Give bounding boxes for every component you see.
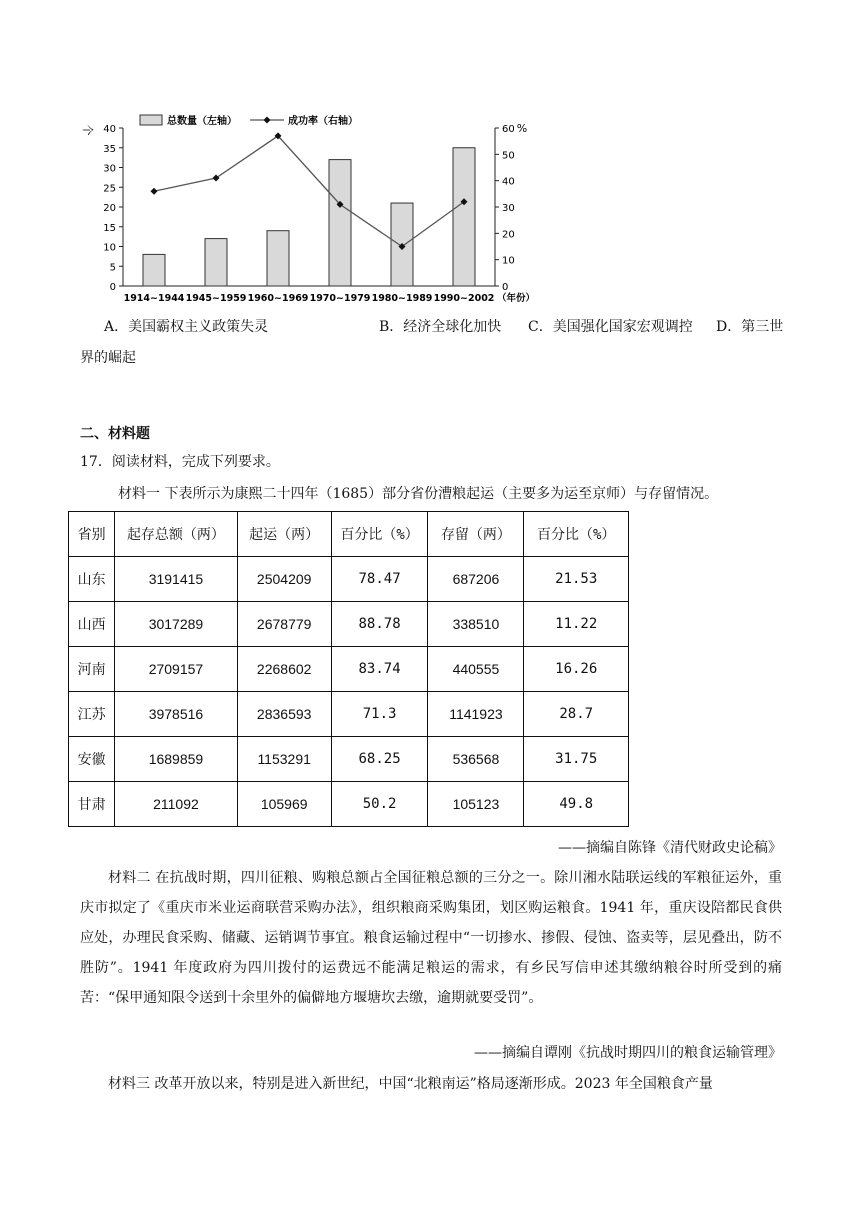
table-cell: 440555 (428, 647, 524, 692)
option-b[interactable]: B．经济全球化加快 (379, 319, 502, 335)
table-cell: 21.53 (524, 557, 629, 602)
header-shipped: 起运（两） (237, 512, 331, 557)
success-rate-line (154, 136, 464, 247)
table-cell: 78.47 (331, 557, 428, 602)
right-tick-label: 40 (502, 176, 515, 188)
left-axis-unit: 个 (81, 124, 94, 136)
bar (143, 254, 165, 286)
left-tick-label: 30 (103, 163, 116, 175)
material-2-source: ——摘编自谭刚《抗战时期四川的粮食运输管理》 (474, 1045, 782, 1061)
question-17-intro: 17．阅读材料，完成下列要求。 (80, 454, 280, 470)
bar-line-combo-chart (78, 108, 548, 308)
table-cell: 338510 (428, 602, 524, 647)
right-tick-label: 20 (502, 229, 515, 241)
table-cell-province: 甘肃 (69, 782, 115, 827)
table-cell: 2678779 (237, 602, 331, 647)
legend-bar-swatch (140, 115, 162, 125)
bar (329, 160, 351, 286)
x-tick-label: 1990~2002 (433, 293, 495, 304)
right-tick-label: 50 (502, 150, 515, 162)
header-shipped-pct: 百分比（%） (331, 512, 428, 557)
table-row (69, 692, 629, 737)
table-cell: 3191415 (115, 557, 237, 602)
table-cell: 68.25 (331, 737, 428, 782)
left-tick-label: 40 (103, 124, 116, 135)
left-tick-label: 15 (103, 222, 116, 234)
x-tick-label: 1980~1989 (371, 293, 433, 304)
table-row (69, 557, 629, 602)
table-cell: 28.7 (524, 692, 629, 737)
option-c[interactable]: C．美国强化国家宏观调控 (528, 319, 693, 335)
legend-bar-label: 总数量（左轴） (167, 116, 237, 127)
table-cell: 50.2 (331, 782, 428, 827)
table-cell-province: 江苏 (69, 692, 115, 737)
bar (267, 231, 289, 286)
table-cell: 3017289 (115, 602, 237, 647)
option-d-continued: 界的崛起 (80, 350, 136, 366)
table-cell-province: 山西 (69, 602, 115, 647)
right-tick-label: 60 (502, 124, 515, 135)
table-cell: 3978516 (115, 692, 237, 737)
table-cell: 211092 (115, 782, 237, 827)
material-2-text: 材料二 在抗战时期，四川征粮、购粮总额占全国征粮总额的三分之一。除川湘水陆联运线的军粮征运外，重庆市拟定了《重庆市米业运商联营采购办法》，组织粮商采购集团，划区购运粮食。1941 年，重庆设陪都民食供应处，办理民食采购、储藏、运销调节事宜。粮食运输过程中“一切掺水、掺假、侵蚀、盗卖等，层见叠出，防不胜防”。1941 年度政府为四川拨付的运费远不能满足粮运的需求，有乡民写信申述其缴纳粮谷时所受到的痛苦：“保甲通知限令送到十余里外的偏僻地方堰塘坎去缴，逾期就要受罚”。 (80, 870, 782, 1006)
table-cell: 2504209 (237, 557, 331, 602)
bar (205, 239, 227, 286)
header-retained-pct: 百分比（%） (524, 512, 629, 557)
table-row (69, 602, 629, 647)
table-cell: 16.26 (524, 647, 629, 692)
table-cell: 105123 (428, 782, 524, 827)
table-cell: 2709157 (115, 647, 237, 692)
table-header-row (69, 512, 629, 557)
table-cell: 536568 (428, 737, 524, 782)
table-cell: 1141923 (428, 692, 524, 737)
table-cell: 1153291 (237, 737, 331, 782)
left-tick-label: 25 (103, 183, 116, 195)
line-point (151, 188, 158, 195)
table-cell: 88.78 (331, 602, 428, 647)
table-cell-province: 河南 (69, 647, 115, 692)
right-tick-label: 10 (502, 255, 515, 267)
left-tick-label: 35 (103, 143, 116, 155)
option-d[interactable]: D．第三世 (716, 319, 784, 335)
material-3-text: 材料三 改革开放以来，特别是进入新世纪，中国“北粮南运”格局逐渐形成。2023 年全国粮食产量 (108, 1076, 713, 1092)
table-cell: 687206 (428, 557, 524, 602)
material-1-intro: 材料一 下表所示为康熙二十四年（1685）部分省份漕粮起运（主要多为运至京师）与存留情况。 (118, 486, 719, 502)
table-cell: 105969 (237, 782, 331, 827)
header-total: 起存总额（两） (115, 512, 237, 557)
table-row (69, 737, 629, 782)
table-cell-province: 山东 (69, 557, 115, 602)
right-axis-unit: % (516, 122, 528, 135)
section-title: 二、材料题 (80, 426, 150, 442)
x-tick-label: 1914~1944 (123, 293, 185, 304)
header-province: 省别 (69, 512, 115, 557)
legend-line-label: 成功率（右轴） (288, 116, 358, 127)
x-axis-label: （年份） (497, 293, 536, 304)
table-cell: 49.8 (524, 782, 629, 827)
x-tick-label: 1960~1969 (247, 293, 309, 304)
table-row (69, 782, 629, 827)
left-tick-label: 5 (109, 262, 116, 274)
x-tick-label: 1970~1979 (309, 293, 371, 304)
table-cell: 2836593 (237, 692, 331, 737)
right-tick-label: 0 (502, 282, 509, 293)
table-cell-province: 安徽 (69, 737, 115, 782)
table-cell: 83.74 (331, 647, 428, 692)
table-cell: 31.75 (524, 737, 629, 782)
x-tick-label: 1945~1959 (185, 293, 247, 304)
material-1-source: ——摘编自陈锋《清代财政史论稿》 (558, 840, 782, 856)
option-a[interactable]: A．美国霸权主义政策失灵 (104, 319, 269, 335)
table-cell: 2268602 (237, 647, 331, 692)
left-tick-label: 20 (103, 203, 116, 214)
table-cell: 71.3 (331, 692, 428, 737)
grain-transport-table (68, 511, 629, 827)
bar (453, 148, 475, 286)
left-tick-label: 10 (103, 242, 116, 254)
right-tick-label: 30 (502, 203, 515, 214)
table-row (69, 647, 629, 692)
left-tick-label: 0 (109, 282, 116, 293)
header-retained: 存留（两） (428, 512, 524, 557)
legend-line-marker (264, 117, 271, 124)
table-cell: 1689859 (115, 737, 237, 782)
table-cell: 11.22 (524, 602, 629, 647)
